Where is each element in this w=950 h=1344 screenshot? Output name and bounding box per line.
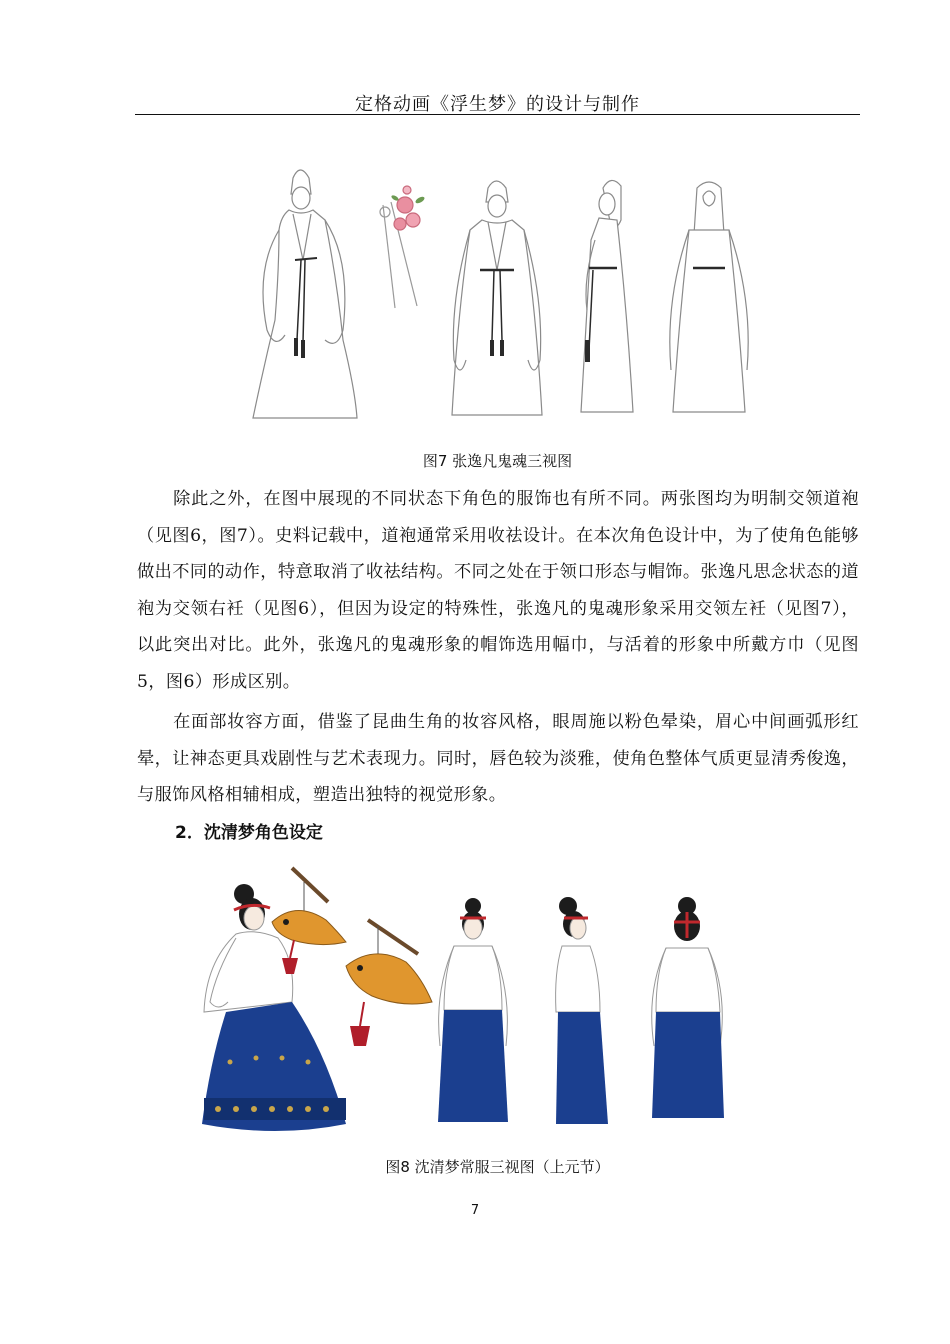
ghost-figure-side — [581, 180, 633, 412]
body-paragraph-2: 在面部妆容方面，借鉴了昆曲生角的妆容风格，眼周施以粉色晕染，眉心中间画弧形红晕，让神态更具戏剧性与艺术表现力。同时，唇色较为淡雅，使角色整体气质更显清秀俊逸，与服饰风格相辅相成，塑造出独特的视觉形象。 — [137, 712, 859, 805]
ghost-figure-pose — [253, 170, 357, 418]
body-paragraph-1: 除此之外，在图中展现的不同状态下角色的服饰也有所不同。两张图均为明制交领道袍（见图6，图7）。史料记载中，道袍通常采用收祛设计。在本次角色设计中，为了使角色能够做出不同的动作，特意取消了收祛结构。不同之处在于领口形态与帽饰。张逸凡思念状态的道袍为交领右衽（见图6），但因为设定的特殊性，张逸凡的鬼魂形象采用交领左衽（见图7），以此突出对比。此外，张逸凡的鬼魂形象的帽饰选用幅巾，与活着的形象中所戴方巾（见图5，图6）形成区别。 — [137, 489, 859, 692]
section-heading: 2．沈清梦角色设定 — [175, 823, 323, 843]
fish-lantern — [346, 920, 432, 1046]
character-pose-with-lantern — [202, 868, 346, 1131]
figure-7-caption: 图7 张逸凡鬼魂三视图 — [422, 452, 573, 470]
page-number: 7 — [470, 1203, 480, 1218]
character-front — [438, 898, 508, 1122]
hairpin-with-flower — [380, 186, 426, 308]
ghost-figure-front — [452, 181, 542, 415]
figure-8-caption: 图8 沈清梦常服三视图（上元节） — [385, 1158, 610, 1176]
ghost-figure-back — [670, 182, 748, 412]
figure-7-illustration — [245, 160, 775, 425]
character-back — [652, 897, 724, 1118]
header-rule — [135, 114, 860, 115]
figure-8-illustration — [196, 862, 736, 1140]
running-header: 定格动画《浮生梦》的设计与制作 — [355, 94, 640, 115]
character-side — [556, 897, 608, 1124]
